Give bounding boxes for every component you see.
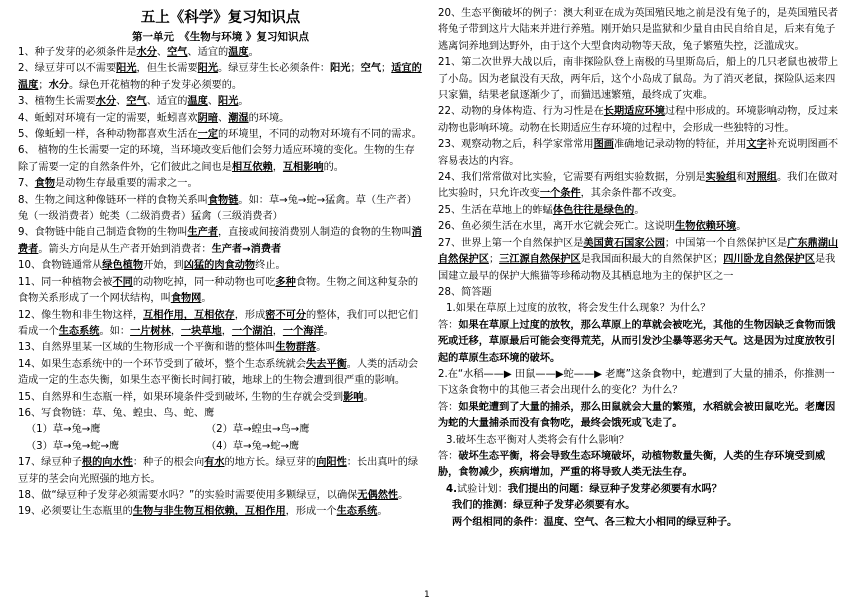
paragraph <box>438 449 840 482</box>
key-term: 体色往往是绿色的 <box>552 204 635 216</box>
text-segment: 5、像蚯蚓一样，各种动物都喜欢生活在 <box>18 129 198 141</box>
text-segment: 、 <box>207 96 219 108</box>
text-segment: 过程中形成的。环境影响动物，反过来动物也影响环境。动物在长期适应生存环境的过程中，会形成一些独特的习性。 <box>438 106 839 134</box>
text-segment: 1、种子发芽的必须条件是 <box>18 47 137 58</box>
text-segment: 、 <box>116 96 127 108</box>
key-term: 适宜的温度 <box>18 63 422 91</box>
paragraph <box>438 55 840 104</box>
text-segment: 6、 植物的生长需要一定的环境，当环境改变后他们会努力适应环境的变化。生物的生存除了需要一定的自然条件外，它们彼此之间也是 <box>18 145 415 173</box>
key-term: 生物依赖环境 <box>675 221 737 233</box>
text-segment: 。如： <box>99 325 131 337</box>
text-segment: 。 <box>316 342 327 354</box>
paragraph <box>18 357 423 390</box>
text-segment: 20、生态平衡破坏的例子：澳大利亚在成为英国殖民地之前是没有兔子的，是英国殖民者将兔子带到这片大陆来并进行养殖。刚开始只是监狱和少量自由民自给自足，后来有兔子逃离饲养地到达野外，由于这个大型食肉动物等天敌，兔子繁殖失控，泛滥成灾。 <box>438 8 839 52</box>
key-term: 文字 <box>746 139 767 151</box>
key-term: 生物与非生物互相依赖，互相作用 <box>132 506 286 518</box>
key-term: 一个条件 <box>539 188 581 200</box>
text-segment: ，形成 <box>234 309 266 321</box>
paragraph <box>18 275 423 308</box>
key-term: 互相作用，互相依存 <box>143 309 235 321</box>
key-term: 空气 <box>167 47 188 58</box>
key-term: 相互依赖 <box>231 161 273 173</box>
text-segment: 26、鱼必须生活在水里，离开水它就会死亡。这说明 <box>438 221 676 233</box>
text-segment: ；中国第一个自然保护区是 <box>664 237 788 249</box>
paragraph <box>18 225 423 258</box>
paragraph <box>18 176 423 192</box>
text-segment: 是我国建立最早的保护大熊猫等珍稀动物及其栖息地为主的保护区之一 <box>438 254 836 282</box>
key-term: 无偶然性 <box>357 489 399 501</box>
paragraph <box>18 61 423 94</box>
paragraph <box>18 127 423 143</box>
food-chain-item: （2）草→蝗虫→鸟→鹰 <box>206 424 310 436</box>
text-segment: 15、自然界和生态瓶一样，如果环境条件受到破坏, 生物的生存就会受到 <box>18 391 344 403</box>
paragraph <box>438 219 840 235</box>
key-term: 密不可分 <box>265 309 307 321</box>
key-term: 破坏生态平衡，将会导致生态环境破坏，动植物数量失衡，人类的生存环境受到威胁，食物减少，疾病增加，严重的将导致人类无法生存。 <box>438 450 826 479</box>
food-chain-item: （1）草→兔→鹰 <box>26 424 101 436</box>
key-term: 阳光 <box>330 63 351 75</box>
key-term: 阳光 <box>116 63 137 75</box>
key-term: 消费者 <box>18 227 422 255</box>
key-term: 多种 <box>275 276 296 288</box>
paragraph <box>18 308 423 341</box>
left-column <box>18 6 423 521</box>
paragraph <box>438 367 840 400</box>
key-term: 水分 <box>95 96 117 108</box>
key-term: 不同 <box>112 276 133 288</box>
text-segment: 答： <box>438 401 459 413</box>
key-term: 绿色植物 <box>102 260 144 272</box>
paragraph <box>18 45 423 61</box>
key-term: 阴暗 <box>197 112 219 124</box>
key-term: 失去平衡 <box>306 358 347 370</box>
text-segment: 2、绿豆芽可以不需要 <box>18 63 117 75</box>
paragraph <box>438 285 840 301</box>
unit-title: 第一单元 《生物与环境 》复习知识点 <box>132 31 309 43</box>
key-term: 影响 <box>343 391 364 403</box>
paragraph <box>438 170 840 203</box>
text-segment: 、 <box>218 112 229 124</box>
text-segment: 17、绿豆种子 <box>18 457 82 469</box>
key-term: 食物链 <box>207 194 239 206</box>
key-term: 我们的推测：绿豆种子发芽必须要有水。 <box>452 500 636 512</box>
paragraph <box>438 104 840 137</box>
text-segment: ； <box>38 79 49 91</box>
paragraph <box>438 137 840 170</box>
text-segment: 。 <box>248 47 259 58</box>
page-number: 1 <box>424 590 430 600</box>
key-term: 如果蛇遭到了大量的捕杀，那么田鼠就会大量的繁殖，水稻就会被田鼠吃光。老鹰因为蛇的大量捕杀而没有食物吃，最终会饿死或飞走了。 <box>438 401 836 430</box>
text-segment: ，直接或间接消费别人制造的食物的生物叫 <box>218 227 412 239</box>
paragraph <box>18 94 423 110</box>
text-segment: ，其余条件都不改变。 <box>580 188 683 200</box>
paragraph <box>18 143 423 176</box>
text-segment: 。 <box>201 293 212 305</box>
key-term: 一个海洋 <box>282 325 324 337</box>
key-term: 对照组 <box>746 172 777 184</box>
text-segment: 的地方长。绿豆芽的 <box>224 457 317 469</box>
text-segment: ； <box>488 254 500 266</box>
paragraph <box>18 406 423 422</box>
key-term: 一个湖泊 <box>231 325 273 337</box>
text-segment: 21、第二次世界大战以后，南非探险队登上南极的马里斯岛后，船上的几只老鼠也被带上了小岛。因为老鼠没有天敌，两年后，这个小岛成了鼠岛。为了消灭老鼠，探险队运来四只家猫，结果老鼠逐渐少了，而猫迅速繁殖，最终成了灾难。 <box>438 57 839 102</box>
paragraph <box>438 400 840 433</box>
text-segment: ； <box>350 63 361 75</box>
text-segment: ：长出真叶的绿豆芽的茎会向光照强的地方长。 <box>18 457 419 485</box>
document-title: 五上《科学》复习知识点 <box>140 10 301 26</box>
text-segment: 。 <box>634 204 645 216</box>
key-term: 温度 <box>187 96 208 108</box>
text-segment: 。绿色开花植物的种子发芽必须要的。 <box>68 79 243 91</box>
paragraph <box>18 258 423 274</box>
text-segment: ， <box>272 161 283 173</box>
text-segment: 27、世界上第一个自然保护区是 <box>438 237 584 249</box>
text-segment: ， <box>170 325 181 337</box>
key-term: 根的向水性 <box>81 457 133 469</box>
paragraph <box>18 455 423 488</box>
text-segment: 19、必须要让生态瓶里的 <box>18 506 133 518</box>
key-term: 潮湿 <box>228 112 249 124</box>
key-term: 水分 <box>48 79 69 91</box>
text-segment: 。 <box>398 489 409 501</box>
key-term: 一片树林 <box>130 325 171 337</box>
text-segment: 食物。生物之间这种复杂的食物关系形成了一个网状结构，叫 <box>18 276 419 305</box>
text-segment: 试验计划： <box>456 483 508 495</box>
key-term: 互相影响 <box>282 161 324 173</box>
paragraph <box>18 390 423 406</box>
text-segment: 终止。 <box>255 260 286 272</box>
text-segment: 10、食物链通常从 <box>18 260 103 272</box>
paragraph <box>18 111 423 127</box>
key-term: 食物 <box>34 178 56 190</box>
text-segment: 和 <box>736 172 747 184</box>
paragraph <box>438 236 840 285</box>
text-segment: 答： <box>438 450 459 462</box>
text-segment: 18、做“绿豆种子发芽必须需要水吗？”的实验时需要使用多颗绿豆，以确保 <box>18 489 358 501</box>
text-segment: ， <box>221 325 232 337</box>
text-segment: 的动物吃掉，同一种动物也可吃 <box>132 276 276 288</box>
text-segment: 1.如果在草原上过度的放牧，将会发生什么现象？为什么？ <box>446 303 711 315</box>
paragraph <box>18 340 423 356</box>
text-segment: ，但生长需要 <box>136 63 198 75</box>
text-segment: 。 <box>238 96 249 108</box>
text-segment: 的整体，我们可以把它们看成一个 <box>18 309 419 337</box>
key-term: 食物网 <box>170 293 202 305</box>
paragraph <box>18 504 423 520</box>
text-segment: 7、 <box>18 178 35 190</box>
food-chain-item: （4）草→兔→蛇→鹰 <box>206 440 300 452</box>
key-term: 空气 <box>360 63 382 75</box>
key-term: 如果在草原上过度的放牧，那么草原上的草就会被吃光，其他的生物因缺乏食物而饿死或迁移，草原最后可能会变得荒芜，从而引发沙尘暴等恶劣天气。这是因为过度放牧引起的草原生态环境的破坏。 <box>438 319 836 364</box>
key-term: 有水 <box>204 457 225 469</box>
text-segment: 。我们在做对比实验时，只允许改变 <box>438 172 839 200</box>
text-segment: 。如：草→兔→蛇→猛禽。草（生产者）兔（一级消费者）蛇类（二级消费者）猛禽（三级消费者） <box>18 194 417 223</box>
text-segment: 。 <box>363 391 374 403</box>
text-segment: 8、生物之间这种像链环一样的食物关系叫 <box>18 194 208 206</box>
key-term: 广东鼎湖山自然保护区 <box>438 237 839 266</box>
text-segment: 开始，到 <box>143 260 184 272</box>
key-term: 美国黄石国家公园 <box>583 237 665 249</box>
key-term: 水分 <box>136 47 157 58</box>
text-segment: 25、生活在草地上的蚱蜢 <box>438 204 553 216</box>
key-term: 生态系统 <box>58 325 100 337</box>
food-chain-item: （3）草→兔→蛇→鹰 <box>26 440 120 452</box>
key-term: 实验组 <box>705 172 737 184</box>
key-term: 三江源自然保护区 <box>499 254 581 266</box>
paragraph <box>18 439 423 455</box>
text-segment: 13、自然界里某一区域的生物形成一个平衡和谐的整体叫 <box>18 342 276 354</box>
paragraph <box>18 422 423 438</box>
key-term: 凶猛的肉食动物 <box>183 260 256 272</box>
text-segment: 2.在“水稻——▶ 田鼠——▶蛇——▶ 老鹰”这条食物中，蛇遭到了大量的捕杀，你推测一下这条食物中的其他三者会出现什么的变化？为什么？ <box>438 368 835 397</box>
paragraph <box>438 318 840 367</box>
text-segment: 3.破坏生态平衡对人类将会有什么影响？ <box>446 434 629 446</box>
text-segment: 、适宜的 <box>146 96 188 108</box>
key-term: 图画 <box>593 139 614 151</box>
text-segment: 补充说明图画不容易表达的内容。 <box>438 139 839 167</box>
text-segment: 3、植物生长需要 <box>18 96 96 108</box>
paragraph <box>438 6 840 55</box>
text-segment: 23、观察动物之后，科学家常常用 <box>438 139 594 151</box>
left-column-body <box>18 45 423 521</box>
paragraph <box>438 482 840 498</box>
text-segment: 16、写食物链：草、兔、蝗虫、鸟、蛇、鹰 <box>18 407 215 419</box>
text-segment: 。 <box>377 506 388 518</box>
text-segment: 24、我们常常做对比实验，它需要有两组实验数据，分别是 <box>438 172 706 184</box>
key-term: 生产者 <box>187 227 219 239</box>
text-segment: 、适宜的 <box>187 47 229 58</box>
text-segment: ， <box>272 325 283 337</box>
key-term: 四川卧龙自然保护区 <box>723 254 815 266</box>
text-segment: 答： <box>438 319 459 331</box>
key-term: 阳光 <box>218 96 239 108</box>
text-segment: ； <box>381 63 392 75</box>
paragraph <box>438 433 840 449</box>
text-segment: 的环境。 <box>248 112 290 124</box>
key-term: 两个组相同的条件：温度、空气、各三粒大小相同的绿豆种子。 <box>452 516 738 528</box>
text-segment: 是我国面积最大的自然保护区； <box>580 254 724 266</box>
text-segment: 的。 <box>323 161 344 173</box>
text-segment: 。人类的活动会造成一定的生态失衡，如果生态平衡长时间打破，地球上的生物会遭到很严重的影响。 <box>18 358 419 387</box>
text-segment: ，形成一个 <box>285 506 337 518</box>
paragraph <box>18 488 423 504</box>
paragraph <box>438 515 840 531</box>
text-segment: 是动物生存最重要的需求之一。 <box>55 178 198 190</box>
text-segment: 9、食物链中能自己制造食物的生物叫 <box>18 227 188 239</box>
key-term: 温度 <box>228 47 249 58</box>
paragraph <box>438 203 840 219</box>
key-term: 空气 <box>126 96 147 108</box>
text-segment: ：种子的根会向 <box>132 457 205 469</box>
text-segment: 22、动物的身体构造、行为习性是在 <box>438 106 604 118</box>
key-term: 长期适应环境 <box>603 106 665 118</box>
text-segment: 28、简答题 <box>438 286 492 298</box>
text-segment: 。绿豆芽生长必须条件： <box>218 63 331 75</box>
text-segment: 12、像生物和非生物这样， <box>18 309 144 321</box>
right-column-body <box>438 6 840 531</box>
paragraph <box>438 498 840 514</box>
key-term: 我们提出的问题：绿豆种子发芽必须要有水吗？ <box>507 483 722 495</box>
text-segment: 11、同一种植物会被 <box>18 276 113 288</box>
right-column <box>438 6 840 531</box>
text-segment: 。 <box>736 221 747 233</box>
text-segment: 14、如果生态系统中的一个环节受到了破坏，整个生态系统就会 <box>18 358 307 370</box>
text-segment: 准确地记录动物的特征，并用 <box>613 139 747 151</box>
text-segment: 、 <box>156 47 168 58</box>
paragraph <box>18 193 423 226</box>
key-term: 向阳性 <box>316 457 347 469</box>
key-term: 生态系统 <box>336 506 378 518</box>
text-segment: 4、蚯蚓对环境有一定的需要，蚯蚓喜欢 <box>18 112 198 124</box>
text-segment: 。箭头方向是从生产者开始到消费者： <box>38 243 212 255</box>
key-term: 生产者→消费者 <box>211 243 282 255</box>
paragraph <box>438 301 840 317</box>
key-term: 一块草地 <box>181 325 222 337</box>
text-segment: 。 <box>323 325 334 337</box>
key-term: 阳光 <box>197 63 219 75</box>
key-term: 生物群落 <box>275 342 317 354</box>
text-segment: 的环境里，不同的动物对环境有不同的需求。 <box>218 129 422 141</box>
key-term: 一定 <box>197 129 219 141</box>
key-term: 4. <box>446 483 457 495</box>
